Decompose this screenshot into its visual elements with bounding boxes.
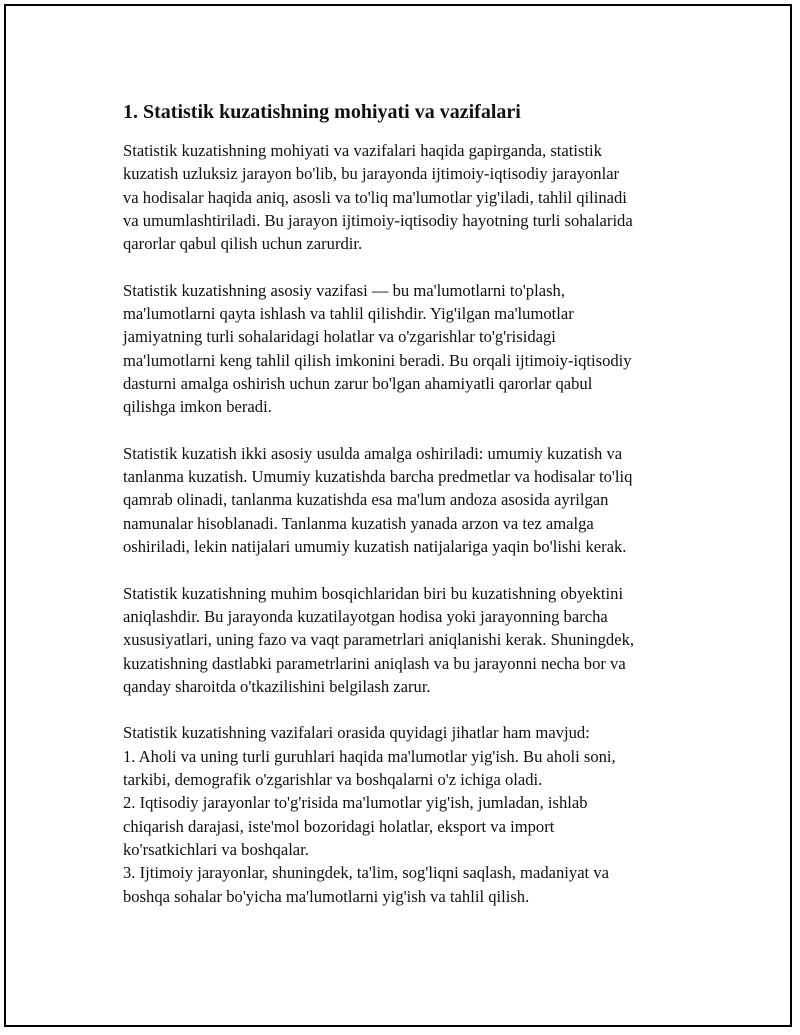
text-line: qarorlar qabul qilish uchun zarurdir. [123, 234, 363, 254]
text-line: ma'lumotlarni keng tahlil qilish imkonini beradi. Bu orqali ijtimoiy-iqtisodiy [123, 350, 632, 370]
list-item: boshqa sohalar bo'yicha ma'lumotlarni yig'ish va tahlil qilish. [123, 886, 530, 906]
list-item: 3. Ijtimoiy jarayonlar, shuningdek, ta'lim, sog'liqni saqlash, madaniyat va [123, 863, 609, 883]
list-item: tarkibi, demografik o'zgarishlar va boshqalarni o'z ichiga oladi. [123, 770, 543, 790]
paragraph-tasks-list [123, 721, 703, 907]
paragraph-stages [123, 582, 703, 698]
text-line: oshiriladi, lekin natijalari umumiy kuzatish natijalariga yaqin bo'lishi kerak. [123, 537, 627, 557]
text-line: Statistik kuzatish ikki asosiy usulda amalga oshiriladi: umumiy kuzatish va [123, 443, 623, 463]
text-line: qanday sharoitda o'tkazilishini belgilash zarur. [123, 676, 431, 696]
text-line: va umumlashtiriladi. Bu jarayon ijtimoiy-iqtisodiy hayotning turli sohalarida [123, 210, 633, 230]
text-line: aniqlashdir. Bu jarayonda kuzatilayotgan hodisa yoki jarayonning barcha [123, 606, 608, 626]
text-line: qilishga imkon beradi. [123, 397, 272, 417]
text-line: ma'lumotlarni qayta ishlash va tahlil qilishdir. Yig'ilgan ma'lumotlar [123, 304, 574, 324]
text-line: tanlanma kuzatish. Umumiy kuzatishda barcha predmetlar va hodisalar to'liq [123, 467, 633, 487]
text-line: qamrab olinadi, tanlanma kuzatishda esa ma'lum andoza asosida ayrilgan [123, 490, 609, 510]
list-item: chiqarish darajasi, iste'mol bozoridagi holatlar, eksport va import [123, 816, 555, 836]
text-line: dasturni amalga oshirish uchun zarur bo'lgan ahamiyatli qarorlar qabul [123, 373, 593, 393]
text-line: Statistik kuzatishning vazifalari orasida quyidagi jihatlar ham mavjud: [123, 723, 590, 743]
text-line: kuzatishning dastlabki parametrlarini aniqlash va bu jarayonni necha bor va [123, 653, 626, 673]
text-line: Statistik kuzatishning muhim bosqichlaridan biri bu kuzatishning obyektini [123, 583, 624, 603]
text-line: jamiyatning turli sohalaridagi holatlar va o'zgarishlar to'g'risidagi [123, 327, 556, 347]
document-body [123, 99, 703, 931]
page-frame [4, 4, 792, 1027]
text-line: xususiyatlari, uning fazo va vaqt parametrlari aniqlanishi kerak. Shuningdek, [123, 630, 635, 650]
paragraph-methods [123, 442, 703, 558]
text-line: Statistik kuzatishning asosiy vazifasi — bu ma'lumotlarni to'plash, [123, 280, 565, 300]
list-item: ko'rsatkichlari va boshqalar. [123, 839, 309, 859]
paragraph-main-task [123, 279, 703, 419]
text-line: va hodisalar haqida aniq, asosli va to'liq ma'lumotlar yig'iladi, tahlil qilinadi [123, 187, 627, 207]
text-line: kuzatish uzluksiz jarayon bo'lib, bu jarayonda ijtimoiy-iqtisodiy jarayonlar [123, 164, 620, 184]
list-item: 1. Aholi va uning turli guruhlari haqida ma'lumotlar yig'ish. Bu aholi soni, [123, 746, 616, 766]
text-line: Statistik kuzatishning mohiyati va vazifalari haqida gapirganda, statistik [123, 141, 602, 160]
text-line: namunalar hisoblanadi. Tanlanma kuzatish yanada arzon va tez amalga [123, 513, 594, 533]
list-item: 2. Iqtisodiy jarayonlar to'g'risida ma'lumotlar yig'ish, jumladan, ishlab [123, 793, 588, 813]
document-title: 1. Statistik kuzatishning mohiyati va vazifalari [123, 101, 521, 123]
paragraph-intro [123, 139, 703, 255]
